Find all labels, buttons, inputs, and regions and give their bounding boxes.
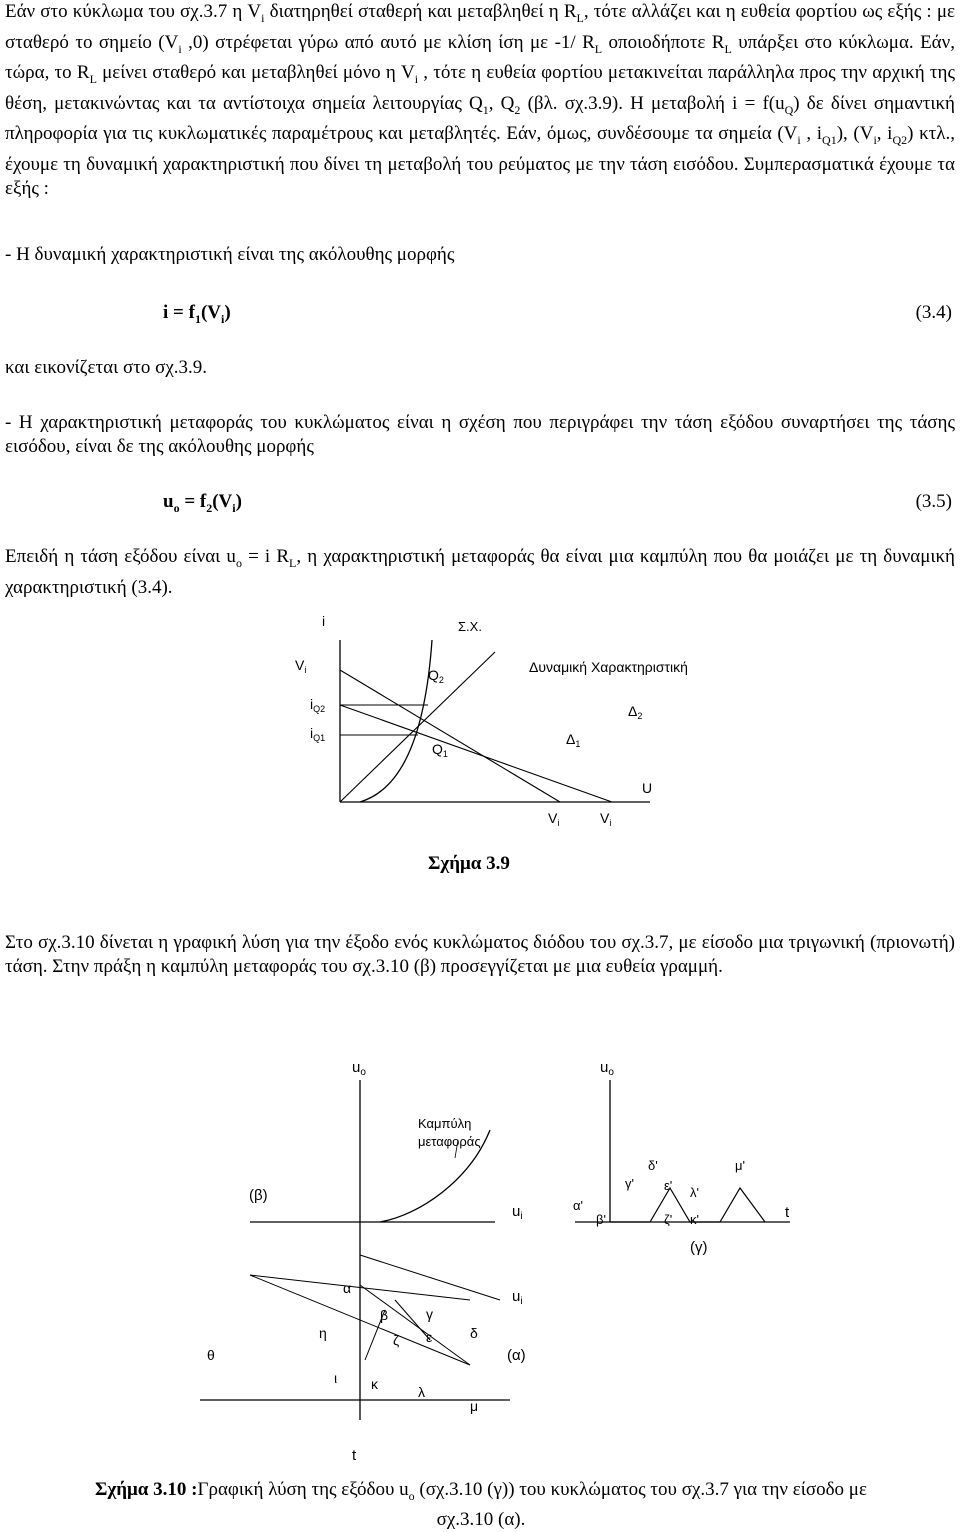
label-kappa-p: κ' [690,1212,699,1227]
figure-3-9-caption: Σχήμα 3.9 [428,853,510,874]
curve-label-2: μεταφοράς [418,1134,481,1149]
label-dynamic: Δυναμική Χαρακτηριστική [529,659,688,675]
label-alpha-p: α' [573,1198,583,1213]
label-g: γ [426,1306,433,1322]
label-q1: $Q_1$ [432,741,448,759]
figure-3-9 [0,610,960,890]
alpha-input-line-1 [360,1255,500,1300]
curve-label-1: Καμπύλη [418,1116,472,1131]
figure-3-10 [0,1040,960,1480]
load-line-2 [340,705,612,802]
paragraph-intro: Εάν στο κύκλωμα του σχ.3.7 η $V_i$ διατηρηθεί σταθερή και μεταβληθεί η $R_L$, τότε αλλάζει και η ευθεία φορτίου ως εξής : με σταθερό το σημείο ($V_i$ ,0) στρέφεται γύρω από αυτό με κλίση ίση με -1/ $R_L$ οποιοδήποτε $R_L$ υπάρξει στο κύκλωμα. Εάν, τώρα, το $R_L$ μείνει σταθερό και μεταβληθεί μόνο η $V_i$ , τότε η ευθεία φορτίου μετακινείται παράλληλα προς την αρχική της θέση, μετακινώντας και τα αντίστοιχα σημεία λειτουργίας $Q_1$, $Q_2$ (βλ. σχ.3.9). Η μεταβολή $i = f(u_Q)$ δε δίνει σημαντική πληροφορία για τις κυκλωματικές παραμέτρους και μεταβλητές. Εάν, όμως, συνδέσουμε τα σημεία ($V_i$ , $i_{Q1}$), ($V_i$, $i_{Q2}$) κτλ., έχουμε τη δυναμική χαρακτηριστική που δίνει τη μεταβολή του ρεύματος με την τάση εισόδου. Συμπερασματικά έχουμε τα εξής : [5,1,955,199]
label-lambda-p: λ' [690,1185,699,1200]
label-q2: $Q_2$ [428,667,444,685]
label-mu-p: μ' [735,1158,745,1173]
label-i: i [322,613,326,629]
label-gamma-p: γ' [625,1176,634,1191]
ui-label-2: $u_i$ [512,1288,523,1307]
label-u: U [642,780,653,796]
equation-number-3-4: (3.4) [915,302,952,323]
label-m: μ [470,1398,479,1414]
label-vi-1: $V_i$ [548,810,560,828]
gamma-label: (γ) [690,1239,708,1256]
label-th: θ [207,1347,215,1363]
label-z: ζ [393,1332,400,1348]
t-label-1: t [785,1204,790,1221]
dynamic-char-line [340,652,495,802]
uo-label-1: $u_o$ [352,1059,366,1078]
equation-number-3-5: (3.5) [915,491,952,512]
paragraph-dynamic: - Η δυναμική χαρακτηριστική είναι της ακόλουθης μορφής [5,244,455,265]
alpha-input-line-2 [360,1285,470,1365]
label-vi-2: $V_i$ [600,810,612,828]
load-line-1 [340,670,560,802]
label-vi: $V_i$ [295,657,307,675]
beta-label: (β) [249,1187,268,1204]
alpha-label: (α) [507,1347,526,1364]
label-delta-p: δ' [648,1158,658,1173]
label-e: ε [426,1329,433,1345]
label-iq1: $i_{Q1}$ [310,725,326,743]
label-d: δ [470,1325,478,1341]
label-d2: $\Delta_2$ [628,703,643,721]
figure-3-10-caption: Σχήμα 3.10 :Γραφική λύση της εξόδου $u_o$ (σχ.3.10 (γ)) του κυκλώματος του σχ.3.7 για την είσοδο με σχ.3.10 (α). [95,1479,867,1530]
label-b: β [380,1307,389,1323]
t-label-2: t [352,1447,357,1464]
output-waveform [610,1188,765,1222]
label-a: α [343,1280,352,1296]
paragraph-fig10-intro: Στο σχ.3.10 δίνεται η γραφική λύση για την έξοδο ενός κυκλώματος διόδου του σχ.3.7, με είσοδο μια τριγωνική (πριονωτή) τάση. Στην πράξη η καμπύλη μεταφοράς του σχ.3.10 (β) προσεγγίζεται με μια ευθεία γραμμή. [5,932,955,977]
label-d1: $\Delta_1$ [566,731,581,749]
label-eps-p: ε' [664,1178,673,1193]
label-k: κ [371,1376,378,1392]
label-zeta-p: ζ' [664,1212,673,1227]
paragraph-transfer: - Η χαρακτηριστική μεταφοράς του κυκλώματος είναι η σχέση που περιγράφει την τάση εξόδου συναρτήσει της τάσης εισόδου, είναι δε της ακόλουθης μορφής [5,412,955,457]
label-sx: Σ.Χ. [458,619,482,634]
paragraph-figure-ref: και εικονίζεται στο σχ.3.9. [5,357,208,378]
paragraph-output: Επειδή η τάση εξόδου είναι $u_o = i$ $R_L$, η χαρακτηριστική μεταφοράς θα είναι μια καμπύλη που θα μοιάζει με τη δυναμική χαρακτηριστική (3.4). [5,546,955,598]
equation-3-4: $i = f_1(V_i)$ [163,302,231,326]
uo-label-2: $u_o$ [600,1059,614,1078]
label-h: η [319,1325,327,1341]
label-l: λ [418,1384,425,1400]
alpha-input-line-5 [395,1300,430,1340]
label-iq2: $i_{Q2}$ [310,696,326,714]
equation-3-5: $u_o = f_2(V_i)$ [163,491,242,515]
label-io: ι [334,1370,338,1386]
diode-curve [360,640,432,802]
ui-label-1: $u_i$ [512,1203,523,1222]
label-beta-p: β' [596,1212,606,1227]
